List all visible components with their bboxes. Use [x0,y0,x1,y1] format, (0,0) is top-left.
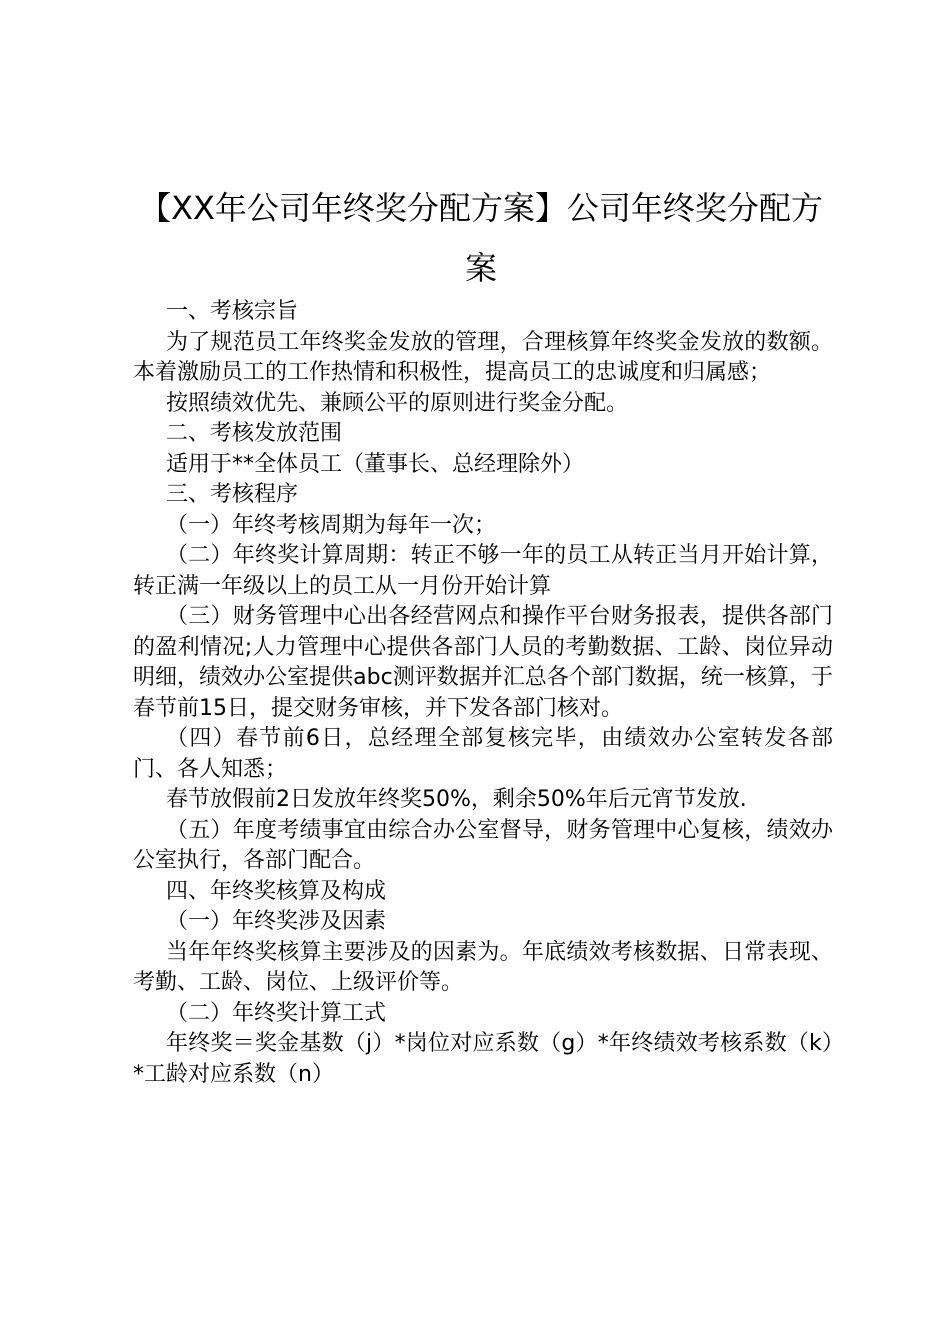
paragraph: （二）年终奖计算工式 [166,1000,387,1026]
paragraph: 年终奖＝奖金基数（j）*岗位对应系数（g）*年终绩效考核系数（k）*工龄对应系数（n） [133,1031,833,1087]
section-heading: 四、年终奖核算及构成 [166,878,387,904]
section-heading: 三、考核程序 [166,482,299,507]
paragraph: （二）年终奖计算周期：转正不够一年的员工从转正当月开始计算，转正满一年级以上的员工从一月份开始计算 [133,543,833,599]
paragraph: （一）年终奖涉及因素 [166,909,387,934]
paragraph: （一）年终考核周期为每年一次； [166,512,497,538]
paragraph: （五）年度考绩事宜由综合办公室督导，财务管理中心复核，绩效办公室执行，各部门配合。 [133,817,833,873]
paragraph: （三）财务管理中心出各经营网点和操作平台财务报表，提供各部门的盈利情况;人力管理中心提供各部门人员的考勤数据、工龄、岗位异动明细，绩效办公室提供abc测评数据并汇总各个部门数据，统一核算，于春节前15日，提交财务审核，并下发各部门核对。 [133,604,833,721]
paragraph: （四）春节前6日，总经理全部复核完毕，由绩效办公室转发各部门、各人知悉； [133,726,833,782]
document-title: 【XX年公司年终奖分配方案】公司年终奖分配方案 [139,189,823,287]
section-heading: 二、考核发放范围 [166,421,343,446]
paragraph: 适用于**全体员工（董事长、总经理除外） [166,451,585,477]
paragraph: 按照绩效优先、兼顾公平的原则进行奖金分配。 [166,390,629,416]
section-heading: 一、考核宗旨 [166,299,299,324]
paragraph: 春节放假前2日发放年终奖50%，剩余50%年后元宵节发放. [166,787,747,812]
document-body [133,297,833,1090]
paragraph: 为了规范员工年终奖金发放的管理，合理核算年终奖金发放的数额。本着激励员工的工作热情和积极性，提高员工的忠诚度和归属感； [133,329,833,385]
paragraph: 当年年终奖核算主要涉及的因素为。年底绩效考核数据、日常表现、考勤、工龄、岗位、上级评价等。 [133,939,833,995]
